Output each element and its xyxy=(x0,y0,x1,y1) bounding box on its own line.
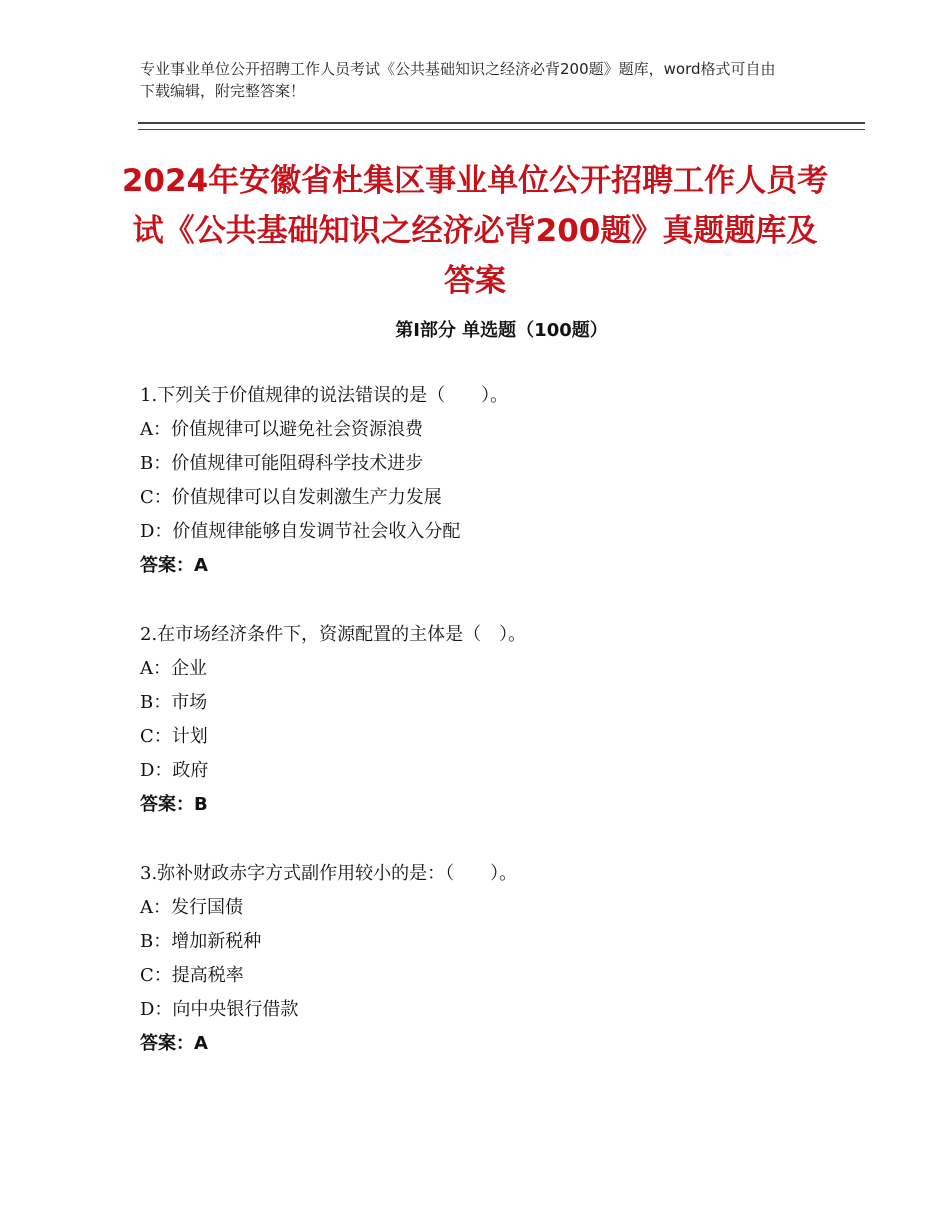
option-c: C：提高税率 xyxy=(140,965,244,986)
question-stem: 2.在市场经济条件下，资源配置的主体是（ ）。 xyxy=(140,624,527,645)
question-stem: 3.弥补财政赤字方式副作用较小的是：（ ）。 xyxy=(140,863,518,884)
answer-label: 答案：A xyxy=(140,1033,208,1054)
header-note: 专业事业单位公开招聘工作人员考试《公共基础知识之经济必背200题》题库，word格式可自由下载编辑，附完整答案！ xyxy=(140,60,776,100)
option-a: A：价值规律可以避免社会资源浪费 xyxy=(140,419,423,440)
question-1 xyxy=(140,379,860,583)
option-a: A：发行国债 xyxy=(140,897,243,918)
option-b: B：市场 xyxy=(140,692,208,713)
document-title: 2024年安徽省杜集区事业单位公开招聘工作人员考试《公共基础知识之经济必背200题》真题题库及答案 xyxy=(121,163,829,299)
option-b: B：增加新税种 xyxy=(140,931,262,952)
option-d: D：向中央银行借款 xyxy=(140,999,299,1020)
question-2 xyxy=(140,618,860,822)
answer-label: 答案：A xyxy=(140,555,208,576)
option-b: B：价值规律可能阻碍科学技术进步 xyxy=(140,453,424,474)
section-heading: 第Ⅰ部分 单选题（100题） xyxy=(395,320,608,341)
header-divider xyxy=(138,122,865,130)
answer-label: 答案：B xyxy=(140,794,208,815)
option-d: D：价值规律能够自发调节社会收入分配 xyxy=(140,521,461,542)
question-stem: 1.下列关于价值规律的说法错误的是（ ）。 xyxy=(140,385,509,406)
option-a: A：企业 xyxy=(140,658,207,679)
question-3 xyxy=(140,857,860,1061)
option-c: C：计划 xyxy=(140,726,208,747)
option-c: C：价值规律可以自发刺激生产力发展 xyxy=(140,487,442,508)
option-d: D：政府 xyxy=(140,760,209,781)
